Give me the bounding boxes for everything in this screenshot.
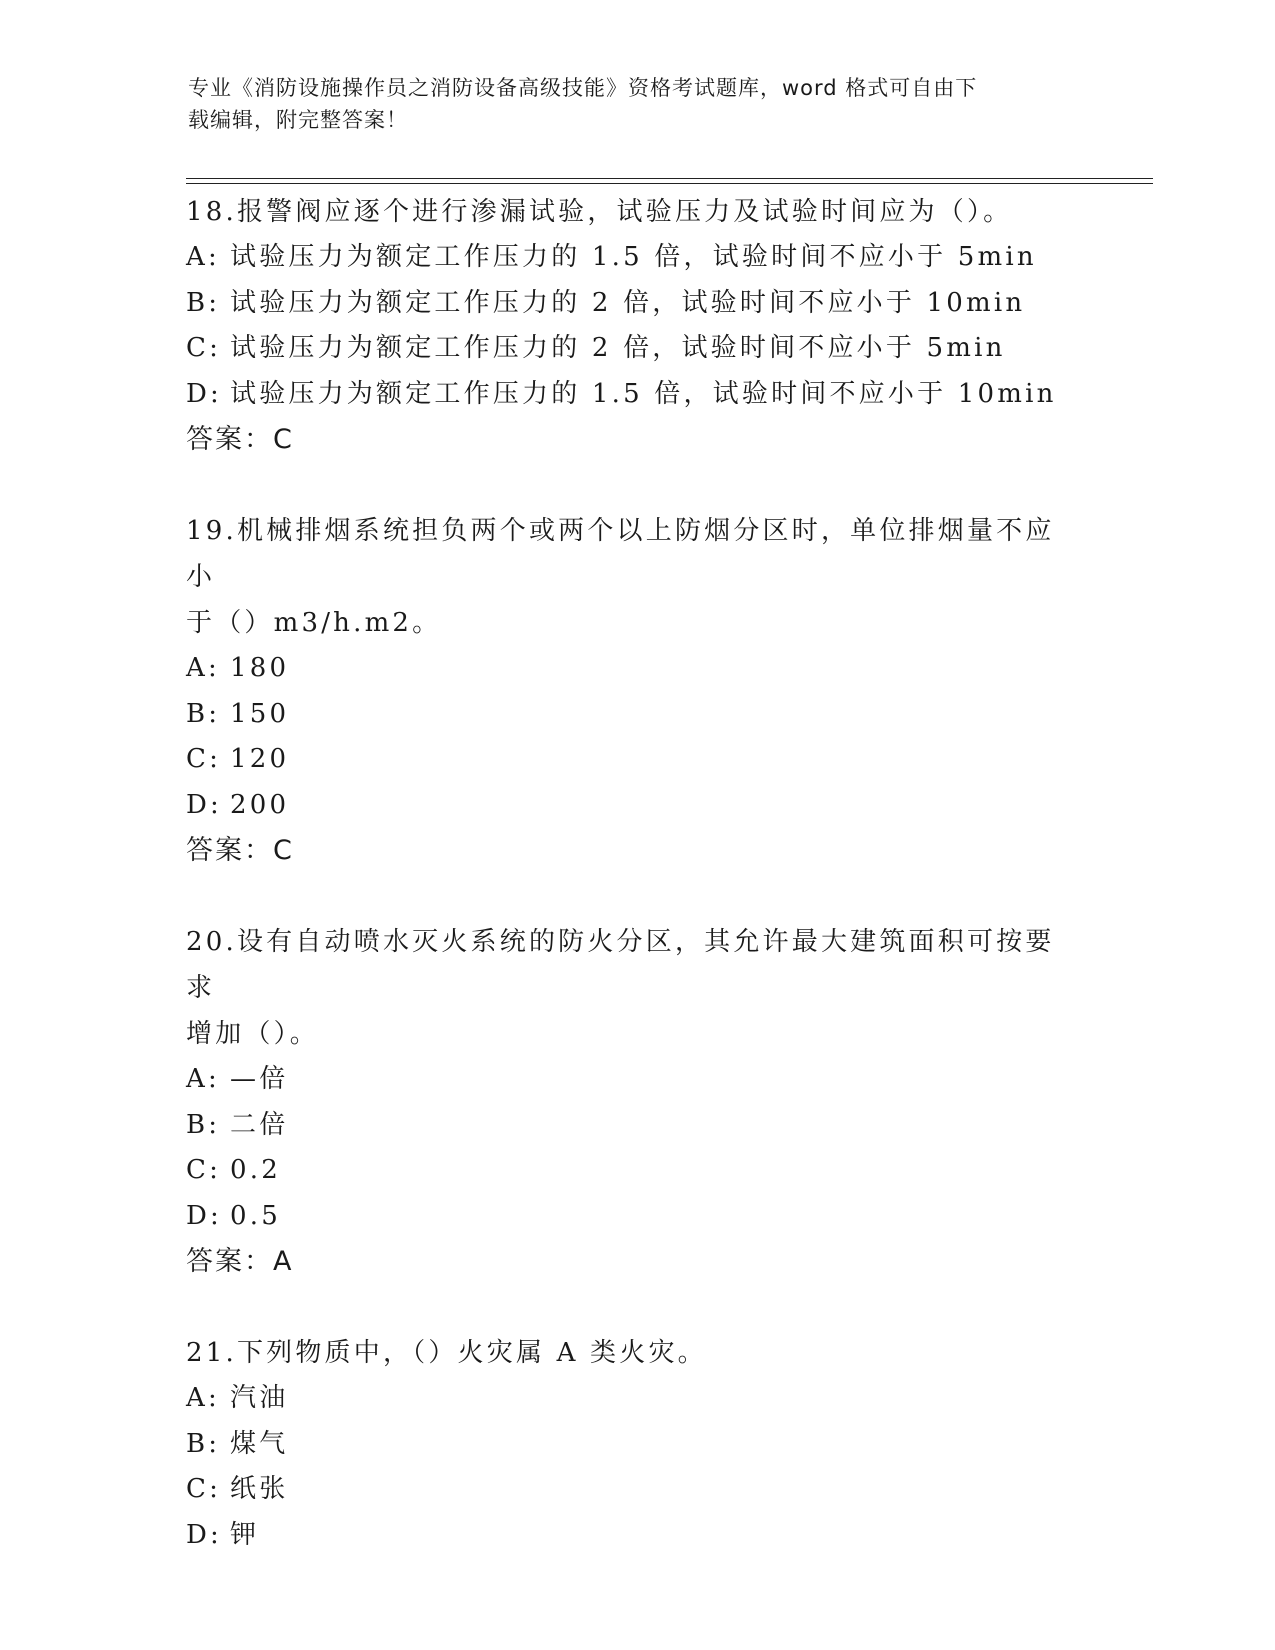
option-text: 180 — [230, 653, 290, 683]
option-letter: B: — [186, 1109, 221, 1140]
option-d — [186, 1513, 1086, 1559]
option-letter: C: — [186, 333, 222, 363]
question-stem: 18.报警阀应逐个进行渗漏试验，试验压力及试验时间应为（）。 — [186, 197, 1013, 227]
option-text: 200 — [230, 789, 290, 820]
option-text: 150 — [230, 698, 290, 729]
option-letter: B: — [186, 287, 221, 318]
option-letter: A: — [186, 242, 220, 272]
option-text: 0.2 — [230, 1155, 281, 1185]
option-b — [186, 281, 1086, 327]
option-letter: C: — [186, 1155, 222, 1185]
question-stem: 20.设有自动喷水灭火系统的防火分区，其允许最大建筑面积可按要求 — [186, 927, 1055, 1003]
option-letter: C: — [186, 1474, 222, 1504]
option-text: 煤气 — [230, 1428, 289, 1459]
option-letter: D: — [186, 378, 223, 409]
option-letter: A: — [186, 653, 220, 683]
option-letter: D: — [186, 1200, 223, 1231]
option-b — [186, 1422, 1086, 1468]
option-b — [186, 692, 1086, 738]
option-a — [186, 646, 1086, 692]
option-letter: B: — [186, 1428, 221, 1459]
header-line-2: 载编辑，附完整答案！ — [188, 108, 408, 132]
question-stem-continued: 增加（）。 — [186, 1019, 320, 1049]
option-text: 汽油 — [230, 1383, 289, 1413]
option-b — [186, 1103, 1086, 1149]
option-d — [186, 783, 1086, 829]
option-a — [186, 1376, 1086, 1422]
option-text: 试验压力为额定工作压力的 1.5 倍，试验时间不应小于 10min — [230, 378, 1057, 409]
option-text: 120 — [230, 744, 290, 774]
option-d — [186, 372, 1086, 418]
header-divider-bottom — [186, 183, 1153, 184]
question-stem: 21.下列物质中，（）火灾属 A 类火灾。 — [186, 1338, 707, 1368]
option-c — [186, 1148, 1086, 1194]
option-a — [186, 235, 1086, 281]
option-a — [186, 1057, 1086, 1103]
option-letter: A: — [186, 1064, 220, 1094]
question-18 — [186, 189, 1086, 463]
option-text: 纸张 — [230, 1474, 289, 1504]
option-d — [186, 1194, 1086, 1240]
question-stem-continued: 于（）m3/h.m2。 — [186, 608, 442, 638]
question-19 — [186, 508, 1086, 874]
option-c — [186, 737, 1086, 783]
header-divider-top — [186, 178, 1153, 179]
option-letter: B: — [186, 698, 221, 729]
document-header — [188, 72, 1068, 136]
answer-line: 答案：A — [186, 1246, 294, 1277]
option-letter: C: — [186, 744, 222, 774]
option-c — [186, 1467, 1086, 1513]
option-text: 试验压力为额定工作压力的 2 倍，试验时间不应小于 10min — [230, 287, 1026, 318]
option-text: 二倍 — [230, 1109, 289, 1140]
option-text: 试验压力为额定工作压力的 2 倍，试验时间不应小于 5min — [230, 333, 1006, 363]
question-list — [186, 189, 1086, 1603]
option-text: 钾 — [230, 1519, 260, 1550]
question-21 — [186, 1330, 1086, 1558]
answer-line: 答案：C — [186, 424, 294, 455]
question-20 — [186, 919, 1086, 1285]
option-letter: D: — [186, 789, 223, 820]
option-letter: D: — [186, 1519, 223, 1550]
header-line-1: 专业《消防设施操作员之消防设备高级技能》资格考试题库，word 格式可自由下 — [188, 76, 978, 100]
question-stem: 19.机械排烟系统担负两个或两个以上防烟分区时，单位排烟量不应小 — [186, 516, 1055, 592]
option-text: 0.5 — [230, 1200, 281, 1231]
option-text: 试验压力为额定工作压力的 1.5 倍，试验时间不应小于 5min — [230, 242, 1037, 272]
answer-line: 答案：C — [186, 835, 294, 866]
option-letter: A: — [186, 1383, 220, 1413]
option-text: —倍 — [230, 1064, 289, 1094]
option-c — [186, 326, 1086, 372]
